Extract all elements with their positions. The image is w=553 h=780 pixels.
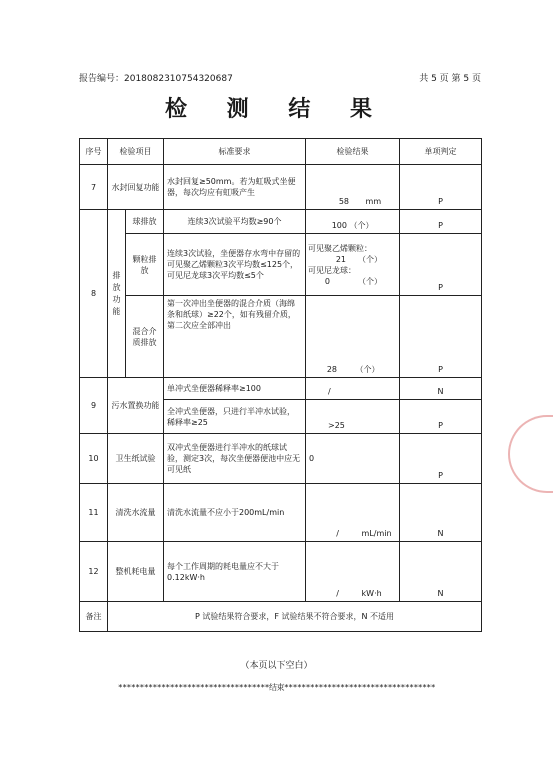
row-subitem: 颗粒排放 bbox=[126, 234, 164, 296]
row-standard: 单冲式坐便器稀释率≥100 bbox=[164, 378, 306, 400]
result-value: 58 bbox=[338, 197, 349, 206]
table-row bbox=[80, 542, 482, 602]
row-verdict: P bbox=[400, 434, 482, 484]
row-verdict: N bbox=[400, 378, 482, 400]
table-row bbox=[80, 165, 482, 210]
table-row bbox=[80, 378, 482, 400]
row-standard: 全冲式坐便器，只进行半冲水试验，稀释率≥25 bbox=[164, 400, 306, 434]
row-seq: 8 bbox=[80, 210, 108, 378]
row-result: 100 （个） bbox=[306, 210, 400, 234]
row-item: 整机耗电量 bbox=[108, 542, 164, 602]
row-item: 卫生纸试验 bbox=[108, 434, 164, 484]
row-standard: 连续3次试验，坐便器存水弯中存留的可见聚乙烯颗粒3次平均数≤125个，可见尼龙球3次平均数≤5个 bbox=[164, 234, 306, 296]
row-standard: 水封回复≥50mm。若为虹吸式坐便器，每次均应有虹吸产生 bbox=[164, 165, 306, 210]
header-result: 检验结果 bbox=[306, 139, 400, 165]
row-standard: 清洗水流量不应小于200mL/min bbox=[164, 484, 306, 542]
row-subitem: 混合介质排放 bbox=[126, 296, 164, 378]
blank-note: （本页以下空白） bbox=[240, 661, 313, 671]
row-verdict: P bbox=[400, 400, 482, 434]
remark-text: P 试验结果符合要求，F 试验结果不符合要求，N 不适用 bbox=[108, 602, 482, 632]
row-result: / kW·h bbox=[306, 542, 400, 602]
row-standard: 双冲式坐便器进行半冲水的纸球试验，测定3次，每次坐便器便池中应无可见纸 bbox=[164, 434, 306, 484]
row-verdict: P bbox=[400, 210, 482, 234]
row-item: 污水置换功能 bbox=[108, 378, 164, 434]
table-row bbox=[80, 296, 482, 378]
seal-stamp bbox=[508, 415, 553, 493]
results-table bbox=[79, 138, 482, 632]
header-standard: 标准要求 bbox=[164, 139, 306, 165]
row-seq: 12 bbox=[80, 542, 108, 602]
remark-row bbox=[80, 602, 482, 632]
page-title: 检 测 结 果 bbox=[165, 96, 388, 122]
row-seq: 10 bbox=[80, 434, 108, 484]
row-standard: 连续3次试验平均数≥90个 bbox=[164, 210, 306, 234]
header-verdict: 单项判定 bbox=[400, 139, 482, 165]
row-result bbox=[306, 165, 400, 210]
row-seq: 9 bbox=[80, 378, 108, 434]
table-row bbox=[80, 434, 482, 484]
row-result: >25 bbox=[306, 400, 400, 434]
row-standard: 每个工作周期的耗电量应不大于0.12kW·h bbox=[164, 542, 306, 602]
row-verdict: N bbox=[400, 542, 482, 602]
table-row bbox=[80, 210, 482, 234]
row-verdict: P bbox=[400, 234, 482, 296]
row-seq: 7 bbox=[80, 165, 108, 210]
report-number: 报告编号：2018082310754320687 bbox=[79, 74, 233, 84]
row-verdict: N bbox=[400, 484, 482, 542]
header-item: 检验项目 bbox=[108, 139, 164, 165]
row-item: 清洗水流量 bbox=[108, 484, 164, 542]
row-result: 可见聚乙烯颗粒： 21 （个） 可见尼龙球： 0 （个） bbox=[306, 234, 400, 296]
table-row bbox=[80, 234, 482, 296]
header-seq: 序号 bbox=[80, 139, 108, 165]
row-seq: 11 bbox=[80, 484, 108, 542]
row-standard: 第一次冲出坐便器的混合介质（海绵条和纸球）≥22个，如有残留介质，第二次应全部冲出 bbox=[164, 296, 306, 378]
remark-label: 备注 bbox=[80, 602, 108, 632]
end-line: ***********************************结束*********************************** bbox=[117, 683, 436, 692]
row-group: 排放功能 bbox=[108, 210, 126, 378]
row-verdict: P bbox=[400, 165, 482, 210]
row-verdict: P bbox=[400, 296, 482, 378]
row-result: / bbox=[306, 378, 400, 400]
table-row bbox=[80, 484, 482, 542]
row-result: 28 （个） bbox=[306, 296, 400, 378]
table-header-row bbox=[80, 139, 482, 165]
row-result: 0 bbox=[306, 434, 400, 484]
result-unit: mm bbox=[365, 197, 382, 206]
page-info: 共 5 页 第 5 页 bbox=[419, 74, 481, 84]
row-item: 水封回复功能 bbox=[108, 165, 164, 210]
row-subitem: 球排放 bbox=[126, 210, 164, 234]
row-result: / mL/min bbox=[306, 484, 400, 542]
